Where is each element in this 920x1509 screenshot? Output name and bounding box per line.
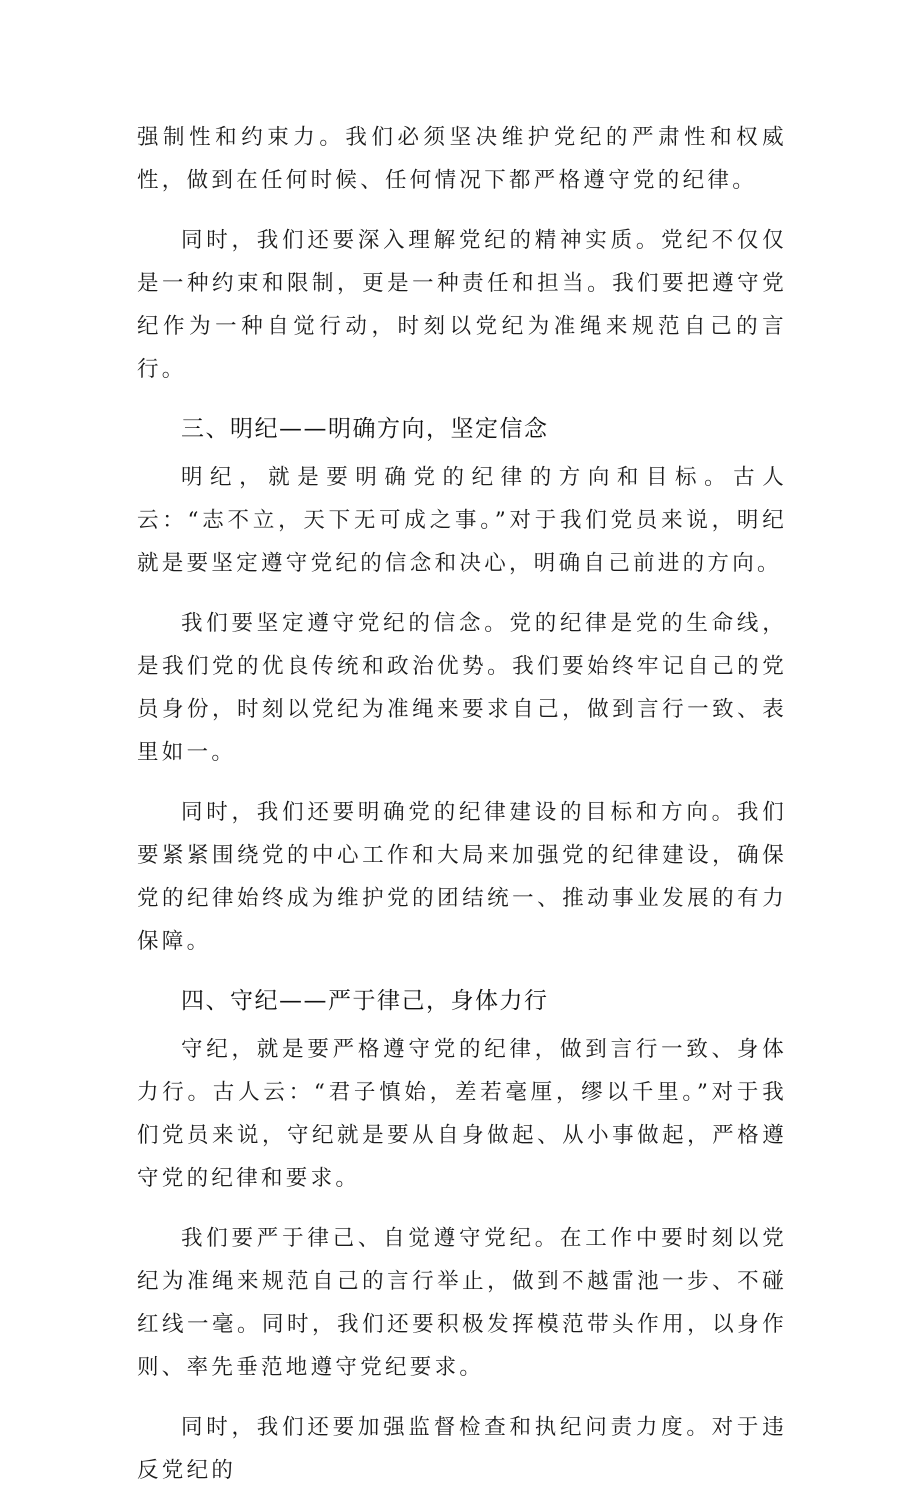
section-heading-4: 四、守纪——严于律己，身体力行: [181, 988, 549, 1014]
paragraph: 同时，我们还要明确党的纪律建设的目标和方向。我们要紧紧围绕党的中心工作和大局来加强党的纪律建设，确保党的纪律始终成为维护党的团结统一、推动事业发展的有力保障。: [137, 800, 787, 954]
paragraph-continued: 强制性和约束力。我们必须坚决维护党纪的严肃性和权威性，做到在任何时候、任何情况下都严格遵守党的纪律。: [137, 125, 787, 193]
document-body: [137, 116, 787, 1509]
paragraph: 同时，我们还要深入理解党纪的精神实质。党纪不仅仅是一种约束和限制，更是一种责任和担当。我们要把遵守党纪作为一种自觉行动，时刻以党纪为准绳来规范自己的言行。: [137, 228, 787, 382]
paragraph: 守纪，就是要严格遵守党的纪律，做到言行一致、身体力行。古人云：“君子慎始，差若毫厘，缪以千里。”对于我们党员来说，守纪就是要从自身做起、从小事做起，严格遵守党的纪律和要求。: [137, 1037, 787, 1191]
paragraph: 我们要坚定遵守党纪的信念。党的纪律是党的生命线，是我们党的优良传统和政治优势。我们要始终牢记自己的党员身份，时刻以党纪为准绳来要求自己，做到言行一致、表里如一。: [137, 611, 787, 765]
paragraph: 明纪，就是要明确党的纪律的方向和目标。古人云：“志不立，天下无可成之事。”对于我们党员来说，明纪就是要坚定遵守党纪的信念和决心，明确自己前进的方向。: [137, 465, 787, 576]
paragraph-truncated: 同时，我们还要加强监督检查和执纪问责力度。对于违反党纪的: [137, 1415, 787, 1483]
section-heading-3: 三、明纪——明确方向，坚定信念: [181, 416, 549, 442]
paragraph: 我们要严于律己、自觉遵守党纪。在工作中要时刻以党纪为准绳来规范自己的言行举止，做到不越雷池一步、不碰红线一毫。同时，我们还要积极发挥模范带头作用，以身作则、率先垂范地遵守党纪要求。: [137, 1226, 787, 1380]
